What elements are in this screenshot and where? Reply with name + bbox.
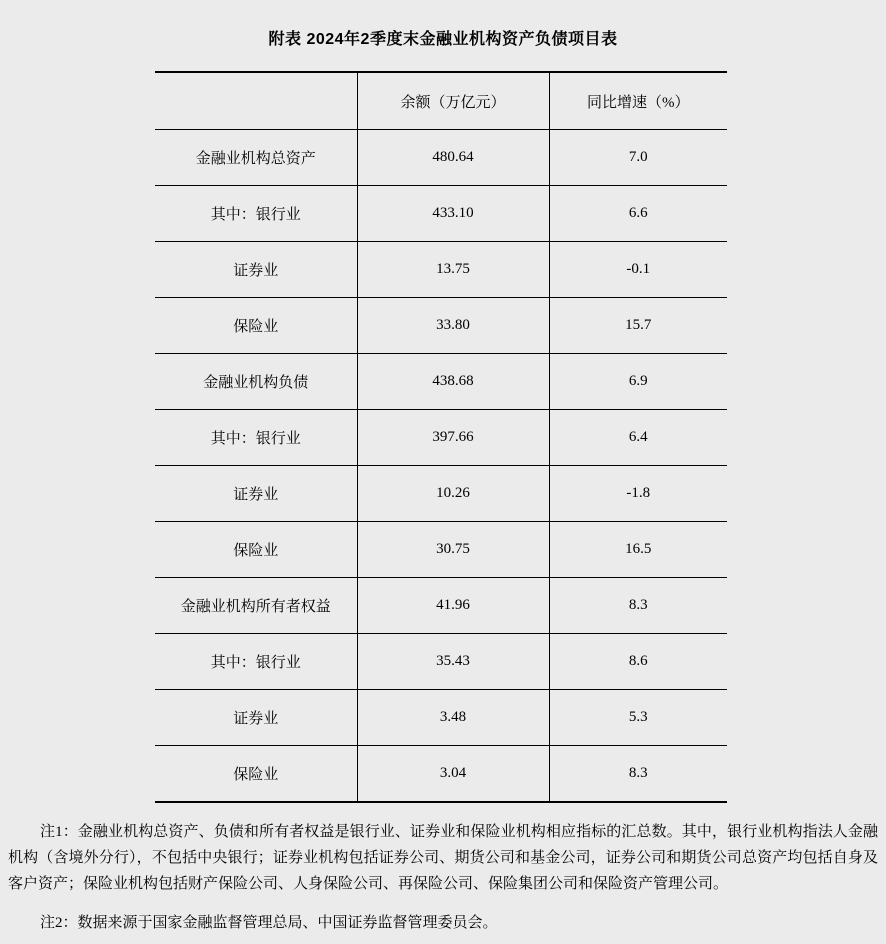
- table-header-row: [155, 72, 727, 130]
- table-row: [155, 578, 727, 634]
- row-balance: 13.75: [357, 242, 549, 298]
- footnote-1: 注1：金融业机构总资产、负债和所有者权益是银行业、证券业和保险业机构相应指标的汇总数。其中，银行业机构指法人金融机构（含境外分行），不包括中央银行；证券业机构包括证券公司、期货公司和基金公司，证券公司和期货公司总资产均包括自身及客户资产；保险业机构包括财产保险公司、人身保险公司、再保险公司、保险集团公司和保险资产管理公司。: [8, 824, 878, 892]
- row-label: 其中：银行业: [155, 410, 357, 466]
- row-balance: 35.43: [357, 634, 549, 690]
- table-row: [155, 466, 727, 522]
- row-label: 证券业: [155, 466, 357, 522]
- footnote-2: 注2：数据来源于国家金融监督管理总局、中国证券监督管理委员会。: [40, 915, 498, 931]
- row-label: 保险业: [155, 298, 357, 354]
- row-growth: 6.6: [549, 186, 727, 242]
- row-balance: 480.64: [357, 130, 549, 186]
- row-balance: 10.26: [357, 466, 549, 522]
- page-title: 附表 2024年2季度末金融业机构资产负债项目表: [268, 31, 618, 48]
- row-label: 其中：银行业: [155, 634, 357, 690]
- row-label: 保险业: [155, 522, 357, 578]
- table-row: [155, 634, 727, 690]
- row-label: 其中：银行业: [155, 186, 357, 242]
- footnotes: [8, 819, 878, 936]
- row-label: 金融业机构所有者权益: [155, 578, 357, 634]
- row-label: 金融业机构总资产: [155, 130, 357, 186]
- table-row: [155, 354, 727, 410]
- row-balance: 3.04: [357, 746, 549, 803]
- table-row: [155, 186, 727, 242]
- row-balance: 3.48: [357, 690, 549, 746]
- row-balance: 33.80: [357, 298, 549, 354]
- row-growth: 5.3: [549, 690, 727, 746]
- col-header-growth: 同比增速（%）: [549, 72, 727, 130]
- balance-sheet-table: [155, 71, 727, 803]
- row-growth: 8.3: [549, 746, 727, 803]
- row-growth: -1.8: [549, 466, 727, 522]
- row-growth: 15.7: [549, 298, 727, 354]
- row-balance: 30.75: [357, 522, 549, 578]
- row-label: 证券业: [155, 690, 357, 746]
- col-header-balance: 余额（万亿元）: [357, 72, 549, 130]
- row-growth: 7.0: [549, 130, 727, 186]
- row-balance: 41.96: [357, 578, 549, 634]
- table-row: [155, 522, 727, 578]
- row-balance: 433.10: [357, 186, 549, 242]
- row-label: 金融业机构负债: [155, 354, 357, 410]
- table-row: [155, 746, 727, 803]
- row-growth: -0.1: [549, 242, 727, 298]
- table-row: [155, 130, 727, 186]
- row-growth: 8.3: [549, 578, 727, 634]
- row-balance: 438.68: [357, 354, 549, 410]
- col-header-item: [155, 72, 357, 130]
- row-growth: 16.5: [549, 522, 727, 578]
- row-label: 证券业: [155, 242, 357, 298]
- table-row: [155, 410, 727, 466]
- row-growth: 6.4: [549, 410, 727, 466]
- row-growth: 6.9: [549, 354, 727, 410]
- table-row: [155, 242, 727, 298]
- table-row: [155, 690, 727, 746]
- table-row: [155, 298, 727, 354]
- row-growth: 8.6: [549, 634, 727, 690]
- row-label: 保险业: [155, 746, 357, 803]
- row-balance: 397.66: [357, 410, 549, 466]
